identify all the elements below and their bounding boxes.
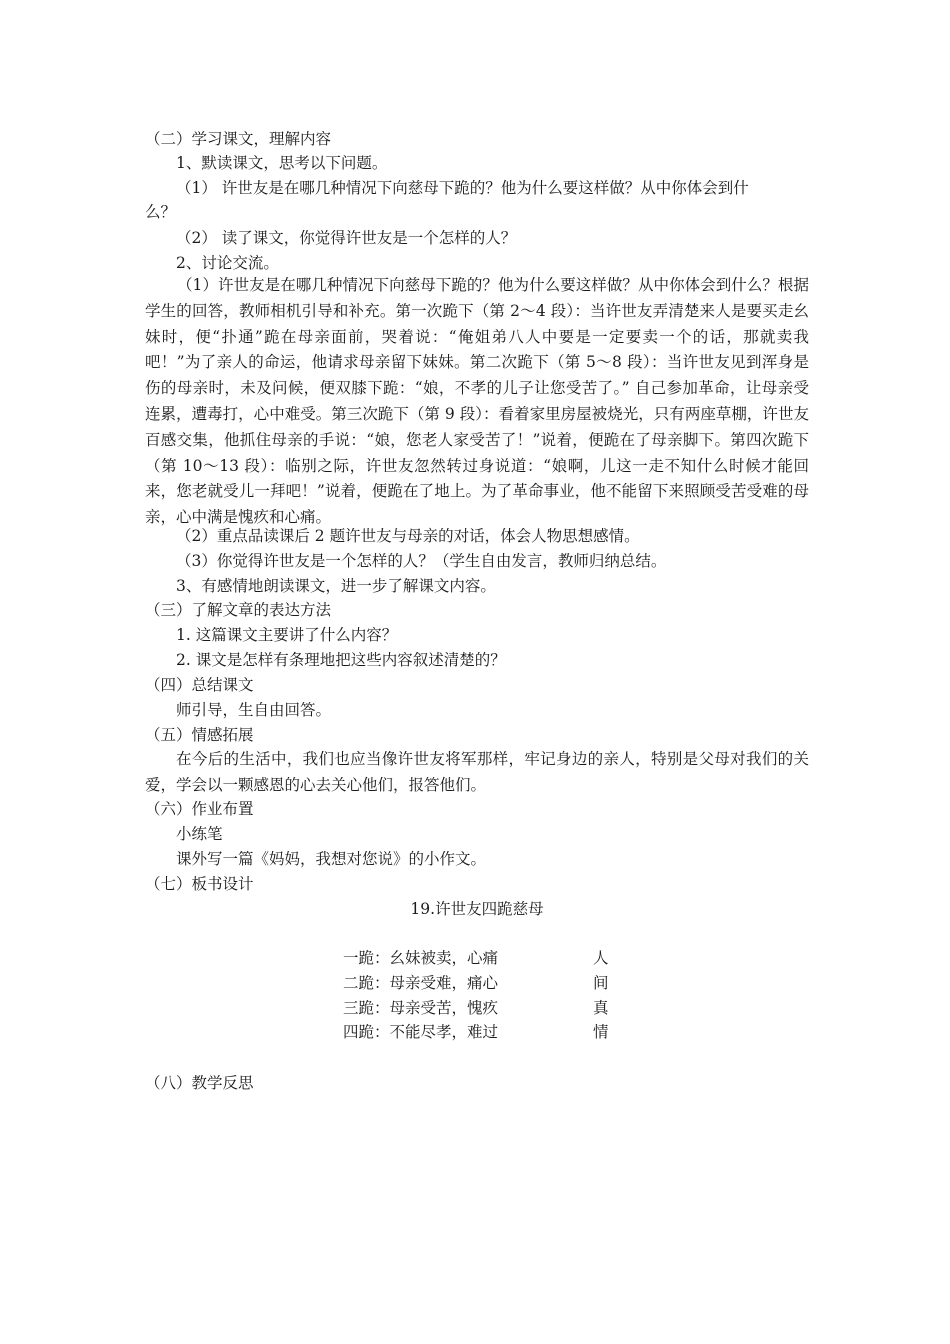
heading-section-3: （三）了解文章的表达方法 — [145, 601, 332, 619]
question-1-line-1: （1） 许世友是在哪几种情况下向慈母下跪的？他为什么要这样做？从中你体会到什 — [176, 179, 749, 197]
board-row-1-left: 一跪：幺妹被卖，心痛 — [343, 949, 499, 967]
section-4-text: 师引导，生自由回答。 — [176, 701, 332, 719]
discussion-paragraph-1: （1）许世友是在哪几种情况下向慈母下跪的？他为什么要这样做？从中你体会到什么？根据学生的回答，教师相机引导和补充。第一次跪下（第 2～4 段）：当许世友弄清楚来人是要买走幺妹时，便“扑通”跪在母亲面前，哭着说：“俺姐弟八人中要是一定要卖一个的话，那就卖我吧！”为了亲人的命运，他请求母亲留下妹妹。第二次跪下（第 5～8 段）：当许世友见到浑身是伤的母亲时，未及问候，便双膝下跪：“娘，不孝的儿子让您受苦了。” 自己参加革命，让母亲受连累，遭毒打，心中难受。第三次跪下（第 9 段）：看着家里房屋被烧光，只有两座草棚，许世友百感交集，他抓住母亲的手说：“娘，您老人家受苦了！”说着，便跪在了母亲脚下。第四次跪下（第 10～13 段）：临别之际，许世友忽然转过身说道：“娘啊，儿这一走不知什么时候才能回来，您老就受儿一拜吧！”说着，便跪在了地上。为了革命事业，他不能留下来照顾受苦受难的母亲，心中满是愧疚和心痛。 — [145, 276, 809, 527]
item-3-2: 2. 课文是怎样有条理地把这些内容叙述清楚的？ — [176, 651, 506, 669]
item-2-1: 1、默读课文，思考以下问题。 — [176, 154, 388, 172]
item-2-2: 2、讨论交流。 — [176, 254, 279, 272]
section-5-paragraph: 在今后的生活中，我们也应当像许世友将军那样，牢记身边的亲人，特别是父母对我们的关爱，学会以一颗感恩的心去关心他们，报答他们。 — [145, 750, 809, 794]
board-title: 19.许世友四跪慈母 — [410, 900, 544, 918]
question-2: （2） 读了课文，你觉得许世友是一个怎样的人？ — [176, 229, 517, 247]
board-row-3-right: 真 — [593, 999, 609, 1017]
heading-section-6: （六）作业布置 — [145, 800, 254, 818]
discussion-paragraph-2: （2）重点品读课后 2 题许世友与母亲的对话，体会人物思想感情。 — [176, 527, 640, 545]
board-row-3-left: 三跪：母亲受苦，愧疚 — [343, 999, 499, 1017]
homework-item-1: 小练笔 — [176, 825, 223, 843]
homework-item-2: 课外写一篇《妈妈，我想对您说》的小作文。 — [176, 850, 487, 868]
board-row-4-left: 四跪：不能尽孝，难过 — [343, 1023, 499, 1041]
item-3-1: 1. 这篇课文主要讲了什么内容？ — [176, 626, 398, 644]
board-row-2-right: 间 — [593, 974, 609, 992]
heading-section-4: （四）总结课文 — [145, 676, 254, 694]
board-row-2-left: 二跪：母亲受难，痛心 — [343, 974, 499, 992]
board-row-1-right: 人 — [593, 949, 609, 967]
heading-section-2: （二）学习课文，理解内容 — [145, 130, 332, 148]
question-1-line-2: 么？ — [145, 203, 177, 221]
heading-section-5: （五）情感拓展 — [145, 726, 254, 744]
discussion-paragraph-3: （3）你觉得许世友是一个怎样的人？（学生自由发言，教师归纳总结。 — [176, 552, 667, 570]
heading-section-8: （八）教学反思 — [145, 1074, 254, 1092]
heading-section-7: （七）板书设计 — [145, 875, 254, 893]
board-row-4-right: 情 — [593, 1023, 609, 1041]
item-2-3: 3、有感情地朗读课文，进一步了解课文内容。 — [176, 577, 496, 595]
